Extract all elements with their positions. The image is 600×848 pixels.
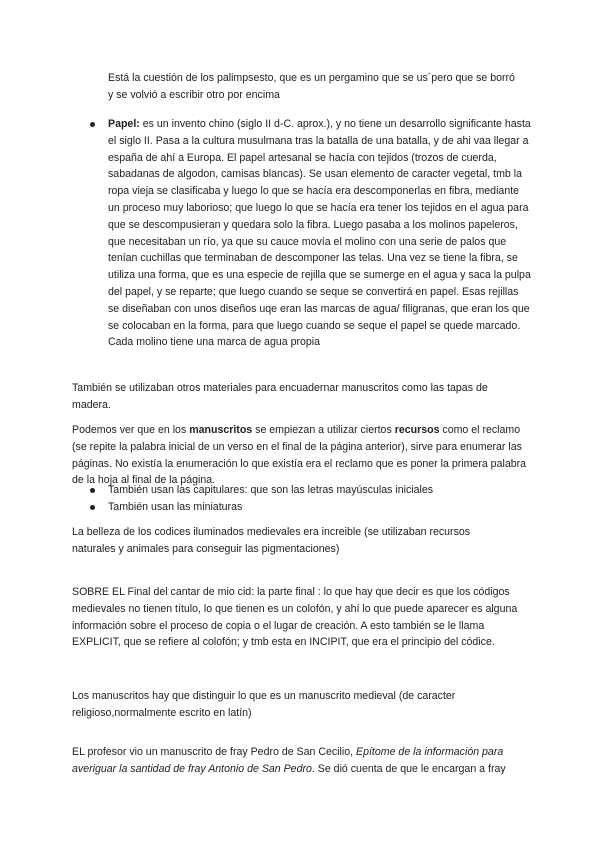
papel-text: es un invento chino (siglo II d-C. aprox.), y no tiene un desarrollo significante hasta el siglo II. Pasa a la cultura musulmana tras la batalla de una batalla, y de ahi vaa llegar a españa de ahí a Europa. El papel artesanal se hacía con tejidos (trozos de cuerda, sabadanas de algodon, camisas blancas). Se usan elemento de caracter vegetal, tmb la ropa vieja se clasificaba y luego lo que se hacía era descomponerlas en fibra, mediante un proceso muy laborioso; que luego lo que se hacía era tener los tejidos en el agua para que se descompusieran y quedara solo la fibra. Luego pasaba a los molinos papeleros, que necesitaban un río, ya que su cauce movía el molino con una serie de palos que tenían cuchillas que terminaban de descomponer las telas. Una vez se tiene la fibra, se utiliza una forma, que es una especie de rejilla que se sumerge en el agua y saca la pulpa del papel, y se reparte; que luego cuando se seque se convertirá en papel. Esas rejillas se diseñaban con unos diseños uqe eran las marcas de agua/ filigranas, que eran los que se colocaban en la forma, para que luego cuando se seque el papel se quede marcado. Cada molino tiene una marca de agua propia	[108, 118, 531, 349]
bullet-capitulares: También usan las capitulares: que son las letras mayúsculas iniciales	[108, 484, 434, 496]
paragraph-distinguir: Los manuscritos hay que distinguir lo que es un manuscrito medieval (de caracter religioso,normalmente escrito en latín)	[72, 690, 456, 719]
bullet-dot	[90, 505, 95, 510]
paragraph-papel	[108, 116, 532, 351]
profesor-text-2: . Se dió cuenta de que le encargan a fray	[311, 762, 506, 775]
paragraph-profesor	[72, 744, 530, 778]
manuscritos-bold-1: manuscritos	[189, 424, 253, 436]
profesor-italic-title: Epítome de la información para averiguar la santidad de fray Antonio de San Pedro	[72, 746, 504, 775]
bullet-miniaturas: También usan las miniaturas	[108, 501, 243, 513]
paragraph-materiales: También se utilizaban otros materiales para encuadernar manuscritos como las tapas de madera.	[72, 382, 488, 411]
profesor-text-1: EL profesor vio un manuscrito de fray Pedro de San Cecilio,	[72, 746, 357, 758]
paragraph-manuscritos	[72, 422, 528, 489]
paragraph-sobre: SOBRE EL Final del cantar de mio cid: la parte final : lo que hay que decir es que los códigos medievales no tienen título, lo que tienen es un colofón, y ahí lo que puede aparecer es alguna información sobre el proceso de copia o el lugar de creación. A esto también se le llama EXPLICIT, que se refiere al colofón; y tmb esta en INCIPIT, que era el principio del códice.	[72, 586, 518, 649]
paragraph-palimpsest: Está la cuestión de los palimpsesto, que es un pergamino que se us´pero que se borró y se volvió a escribir otro por encima	[108, 72, 515, 101]
bullet-dot	[90, 122, 95, 127]
manuscritos-text-2: se empiezan a utilizar ciertos	[252, 424, 395, 436]
manuscritos-text-3: como el reclamo (se repite la palabra inicial de un verso en el final de la página anterior), sirve para enumerar las páginas. No existía la enumeración lo que existía era el reclamo que es poner la primera palabra de la hoja al final de la página.	[72, 424, 527, 487]
manuscritos-bold-2: recursos	[394, 424, 440, 436]
paragraph-belleza: La belleza de los codices iluminados medievales era increible (se utilizaban recursos naturales y animales para conseguir las pigmentaciones)	[72, 526, 471, 555]
papel-label: Papel:	[108, 118, 140, 130]
manuscritos-text-1: Podemos ver que en los	[72, 424, 190, 436]
bullet-dot	[90, 488, 95, 493]
